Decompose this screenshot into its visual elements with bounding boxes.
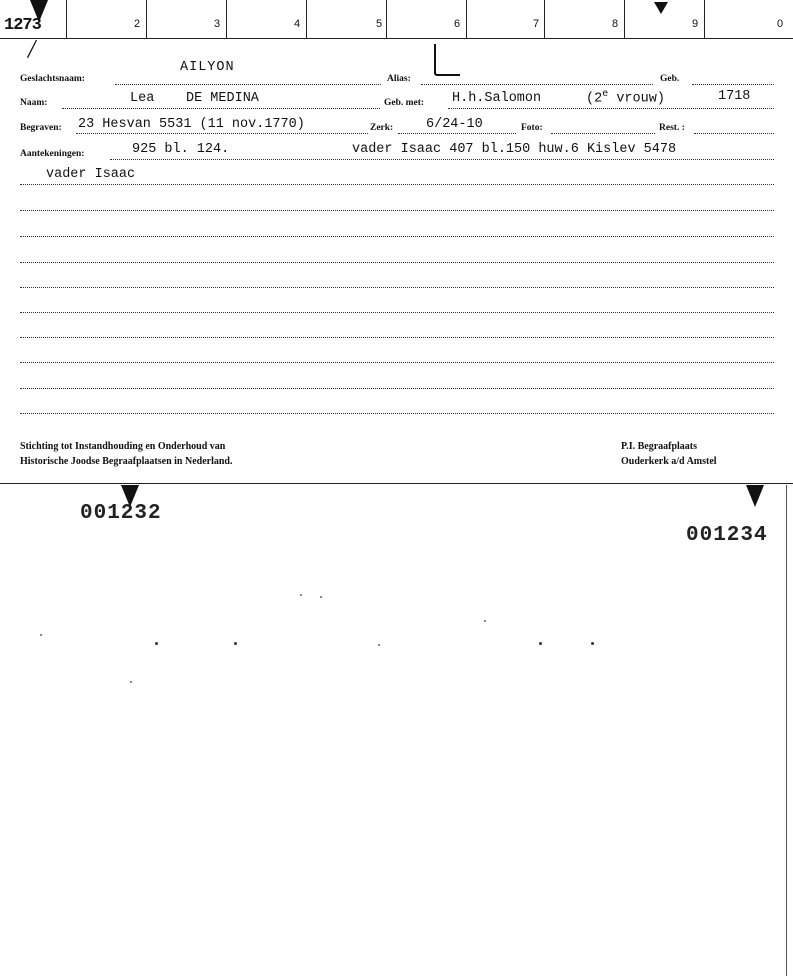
speck xyxy=(539,642,542,645)
speck xyxy=(234,642,237,645)
ruler-number: 7 xyxy=(533,18,540,30)
birth-year-value: 1718 xyxy=(718,89,751,104)
buried-dots xyxy=(76,133,368,134)
photo-label: Foto: xyxy=(521,123,543,133)
cemetery-line: Ouderkerk a/d Amstel xyxy=(621,456,717,467)
cemetery-footer xyxy=(621,439,717,469)
ruler-number: 9 xyxy=(692,18,699,30)
alias-dots xyxy=(421,84,653,85)
stamp-number-right: 001234 xyxy=(686,524,768,547)
notes-reference-value: 925 bl. 124. xyxy=(132,142,230,157)
ruled-line xyxy=(20,413,774,414)
stone-label: Zerk: xyxy=(370,123,394,133)
buried-label: Begraven: xyxy=(20,123,62,133)
speck xyxy=(130,681,132,683)
born-dots xyxy=(692,84,774,85)
punch-marker-icon xyxy=(654,2,668,14)
alias-label: Alias: xyxy=(387,74,411,84)
ruled-line xyxy=(20,236,774,237)
surname-dots xyxy=(115,84,381,85)
ruler-number: 2 xyxy=(134,18,141,30)
ruled-line xyxy=(20,388,774,389)
name-label: Naam: xyxy=(20,98,48,108)
ruler-number: 3 xyxy=(214,18,221,30)
born-label: Geb. xyxy=(660,74,680,84)
ruler-number: 4 xyxy=(294,18,301,30)
ruled-line xyxy=(20,362,774,363)
handwritten-alias-mark xyxy=(434,44,460,76)
notes-dots xyxy=(110,159,774,160)
organization-footer xyxy=(20,439,233,469)
ruler-tick xyxy=(66,0,67,38)
surname-value: AILYON xyxy=(180,60,235,75)
speck xyxy=(40,634,42,636)
speck xyxy=(155,642,158,645)
ruler-tick xyxy=(146,0,147,38)
speck xyxy=(300,594,302,596)
ruler-number: 5 xyxy=(376,18,383,30)
handwritten-mark: / xyxy=(25,33,38,66)
stone-value: 6/24-10 xyxy=(426,117,483,132)
speck xyxy=(484,620,486,622)
index-card xyxy=(0,0,793,484)
ruler-tick xyxy=(306,0,307,38)
married-to-label: Geb. met: xyxy=(384,98,425,108)
cemetery-line: P.I. Begraafplaats xyxy=(621,441,698,452)
organization-line: Historische Joodse Begraafplaatsen in Nederland. xyxy=(20,456,233,467)
ruler-tick xyxy=(226,0,227,38)
last-name-value: DE MEDINA xyxy=(186,91,259,106)
married-to-value: H.h.Salomon xyxy=(452,91,542,106)
ruler-tick xyxy=(386,0,387,38)
rest-dots xyxy=(694,133,774,134)
speck xyxy=(378,644,380,646)
married-to-dots xyxy=(448,108,774,109)
stone-dots xyxy=(398,133,516,134)
ruled-line xyxy=(20,312,774,313)
ruler-number: 0 xyxy=(777,18,784,30)
surname-label: Geslachtsnaam: xyxy=(20,74,85,84)
name-dots xyxy=(62,108,380,109)
ruler-tick xyxy=(704,0,705,38)
organization-line: Stichting tot Instandhouding en Onderhoud van xyxy=(20,441,226,452)
ruler-tick xyxy=(466,0,467,38)
wife-note-value: (2e vrouw) xyxy=(586,89,665,107)
notes-father-value: vader Isaac 407 bl.150 huw.6 Kislev 5478 xyxy=(352,142,677,157)
punch-marker-icon xyxy=(746,485,764,507)
stamp-number-left: 001232 xyxy=(80,502,162,525)
notes-line2-value: vader Isaac xyxy=(46,167,136,182)
speck xyxy=(320,596,322,598)
ruled-line xyxy=(20,262,774,263)
ruled-line xyxy=(20,287,774,288)
ruled-line xyxy=(20,337,774,338)
photo-dots xyxy=(551,133,655,134)
card-edge xyxy=(786,485,787,976)
ruler-strip xyxy=(0,0,793,39)
first-name-value: Lea xyxy=(130,91,155,106)
ruled-line xyxy=(20,184,774,185)
burial-date-value: 23 Hesvan 5531 (11 nov.1770) xyxy=(78,117,305,132)
ruler-number: 6 xyxy=(454,18,461,30)
ruler-tick xyxy=(544,0,545,38)
ruler-number: 8 xyxy=(612,18,619,30)
card-number: 1273 xyxy=(4,16,41,35)
ruler-tick xyxy=(624,0,625,38)
ruled-line xyxy=(20,210,774,211)
speck xyxy=(591,642,594,645)
rest-label: Rest. : xyxy=(659,123,685,133)
notes-label: Aantekeningen: xyxy=(20,149,85,159)
